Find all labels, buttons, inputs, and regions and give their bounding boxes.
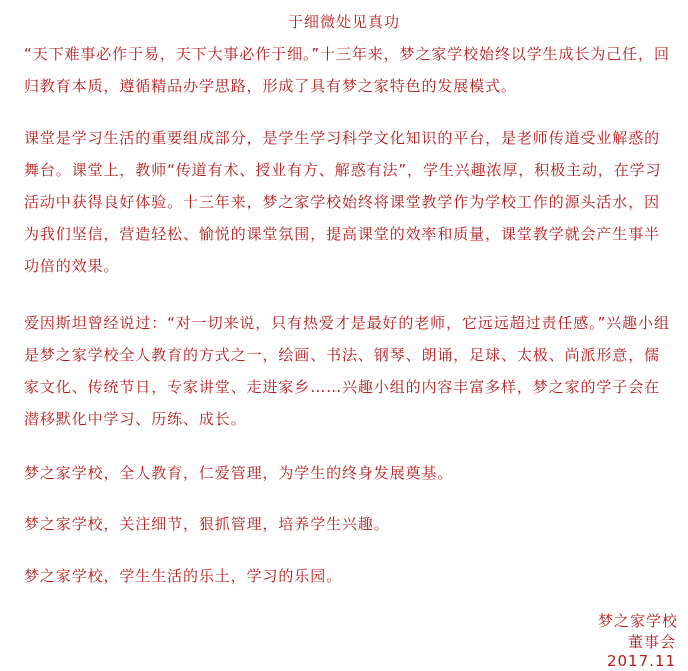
paragraph-slogan-3: 梦之家学校，学生生活的乐土，学习的乐园。 [24,567,343,585]
paragraph-classroom: 课堂是学习生活的重要组成部分，是学生学习科学文化知识的平台，是老师传道受业解惑的舞台。课堂上，教师“传道有术、授业有方、解惑有法”，学生兴趣浓厚，积极主动，在学习活动中获得良好体验。十三年来，梦之家学校始终将课堂教学作为学校工作的源头活水，因为我们坚信，营造轻松、愉悦的课堂氛围，提高课堂的效率和质量，课堂教学就会产生事半功倍的效果。 [24,129,662,275]
page-title: 于细微处见真功 [287,13,400,31]
paragraph-slogan-2: 梦之家学校，关注细节，狠抓管理，培养学生兴趣。 [24,515,390,533]
signature-board: 董事会 [627,633,676,651]
paragraph-intro: “天下难事必作于易，天下大事必作于细。”十三年来，梦之家学校始终以学生成长为己任，回归教育本质，遵循精品办学思路，形成了具有梦之家特色的发展模式。 [24,45,670,95]
signature-school: 梦之家学校 [597,612,678,630]
paragraph-interest-groups: 爱因斯坦曾经说过：“对一切来说，只有热爱才是最好的老师，它远远超过责任感。”兴趣小组是梦之家学校全人教育的方式之一，绘画、书法、钢琴、朗诵，足球、太极、尚派形意，儒家文化、传统节日，专家讲堂、走进家乡……兴趣小组的内容丰富多样，梦之家的学子会在潜移默化中学习、历练、成长。 [24,314,670,428]
paragraph-slogan-1: 梦之家学校，全人教育，仁爱管理，为学生的终身发展奠基。 [24,464,454,482]
signature-date: 2017.11 [606,652,676,670]
